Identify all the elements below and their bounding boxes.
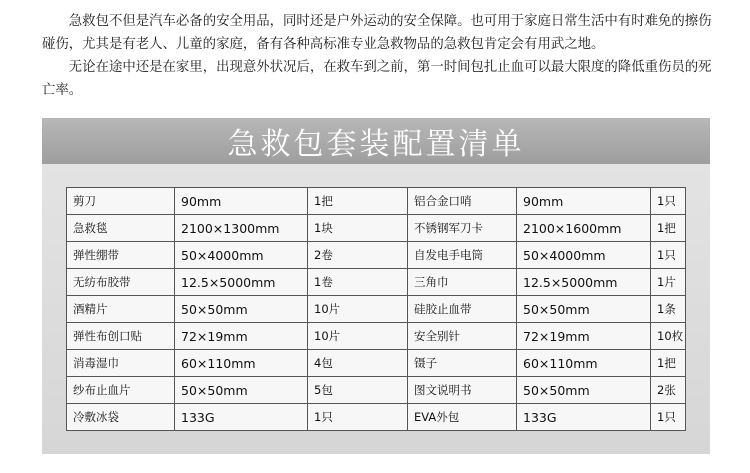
config-panel: [42, 164, 710, 454]
table-cell-item-qty: 2张: [651, 377, 686, 404]
table-cell-item-qty: 10片: [308, 296, 408, 323]
table-cell-item-size: 50×50mm: [517, 377, 651, 404]
table-row: [67, 188, 686, 215]
table-cell-item-name: 硅胶止血带: [408, 296, 517, 323]
table-row: [67, 377, 686, 404]
table-cell-item-qty: 1把: [308, 188, 408, 215]
table-cell-item-name: 纱布止血片: [67, 377, 175, 404]
intro-paragraph-1: 急救包不但是汽车必备的安全用品，同时还是户外运动的安全保障。也可用于家庭日常生活中有时难免的擦伤碰伤，尤其是有老人、儿童的家庭，备有各种高标准专业急救物品的急救包肯定会有用武之地。: [42, 14, 712, 52]
table-cell-item-qty: 1把: [651, 215, 686, 242]
table-cell-item-name: 自发电手电筒: [408, 242, 517, 269]
table-cell-item-qty: 1只: [651, 404, 686, 431]
table-cell-item-size: 133G: [517, 404, 651, 431]
table-cell-item-size: 60×110mm: [175, 350, 308, 377]
table-cell-item-qty: 1块: [308, 215, 408, 242]
intro-paragraph-2: 无论在途中还是在家里，出现意外状况后，在救车到之前，第一时间包扎止血可以最大限度的降低重伤员的死亡率。: [42, 60, 712, 98]
table-cell-item-qty: 10片: [308, 323, 408, 350]
table-cell-item-size: 72×19mm: [517, 323, 651, 350]
list-banner: [42, 118, 710, 164]
table-cell-item-name: 镊子: [408, 350, 517, 377]
table-cell-item-qty: 1只: [651, 242, 686, 269]
table-cell-item-name: 冷敷冰袋: [67, 404, 175, 431]
config-table: [66, 187, 686, 431]
table-cell-item-size: 90mm: [175, 188, 308, 215]
table-cell-item-name: 急救毯: [67, 215, 175, 242]
table-cell-item-size: 133G: [175, 404, 308, 431]
table-cell-item-size: 72×19mm: [175, 323, 308, 350]
table-cell-item-name: EVA外包: [408, 404, 517, 431]
table-cell-item-size: 60×110mm: [517, 350, 651, 377]
table-cell-item-qty: 1只: [651, 188, 686, 215]
table-cell-item-name: 三角巾: [408, 269, 517, 296]
table-row: [67, 323, 686, 350]
table-cell-item-qty: 1条: [651, 296, 686, 323]
table-cell-item-size: 2100×1300mm: [175, 215, 308, 242]
table-row: [67, 269, 686, 296]
table-cell-item-size: 50×50mm: [517, 296, 651, 323]
banner-title: 急救包套装配置清单: [227, 127, 525, 162]
table-cell-item-size: 12.5×5000mm: [517, 269, 651, 296]
table-row: [67, 350, 686, 377]
table-row: [67, 296, 686, 323]
table-cell-item-size: 50×50mm: [175, 377, 308, 404]
table-cell-item-name: 弹性布创口贴: [67, 323, 175, 350]
table-cell-item-qty: 1片: [651, 269, 686, 296]
table-cell-item-qty: 4包: [308, 350, 408, 377]
table-row: [67, 242, 686, 269]
table-cell-item-name: 弹性绷带: [67, 242, 175, 269]
table-cell-item-name: 酒精片: [67, 296, 175, 323]
table-cell-item-qty: 1卷: [308, 269, 408, 296]
table-cell-item-qty: 5包: [308, 377, 408, 404]
table-cell-item-qty: 10枚: [651, 323, 686, 350]
table-cell-item-size: 2100×1600mm: [517, 215, 651, 242]
table-cell-item-size: 50×4000mm: [517, 242, 651, 269]
table-cell-item-name: 无纺布胶带: [67, 269, 175, 296]
table-cell-item-name: 不锈钢军刀卡: [408, 215, 517, 242]
table-cell-item-name: 剪刀: [67, 188, 175, 215]
intro-text: [42, 10, 722, 102]
table-cell-item-size: 50×4000mm: [175, 242, 308, 269]
table-cell-item-name: 铝合金口哨: [408, 188, 517, 215]
table-cell-item-size: 90mm: [517, 188, 651, 215]
table-cell-item-name: 安全别针: [408, 323, 517, 350]
table-cell-item-qty: 1只: [308, 404, 408, 431]
table-cell-item-name: 消毒湿巾: [67, 350, 175, 377]
table-cell-item-qty: 2卷: [308, 242, 408, 269]
table-cell-item-qty: 1把: [651, 350, 686, 377]
table-row: [67, 215, 686, 242]
table-cell-item-size: 50×50mm: [175, 296, 308, 323]
table-row: [67, 404, 686, 431]
table-cell-item-name: 图文说明书: [408, 377, 517, 404]
table-cell-item-size: 12.5×5000mm: [175, 269, 308, 296]
